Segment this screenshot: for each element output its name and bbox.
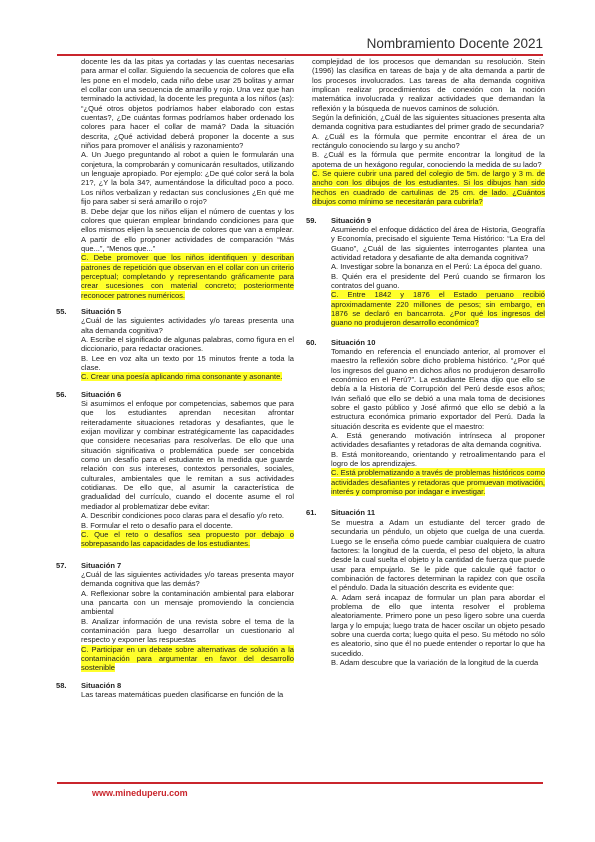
question-60 — [306, 337, 545, 497]
question-number: 55. — [56, 306, 67, 316]
highlighted-answer: C. Entre 1842 y 1876 el Estado peruano recibió aproximadamente 220 millones de pesos; sin embargo, en 1876 se declaró en bancarrota. ¿Por qué los ingresos del guano no produjeron desarrollo económico? — [331, 290, 545, 328]
question-title: Situación 10 — [331, 337, 376, 347]
highlighted-answer: C. Está problematizando a través de problemas históricos como actividades desafiantes y retadoras que promuevan motivación, interés y compromiso por indagar e investigar. — [331, 468, 545, 497]
question-title: Situación 9 — [331, 215, 372, 225]
option-a: A. ¿Cuál es la fórmula que permite encontrar el área de un rectángulo conociendo su largo y su ancho? — [312, 131, 545, 151]
option-a: A. Adam será incapaz de formular un plan para abordar el problema de ello que intenta resolver el problema aleatoriamente. Primero pone un peso ligero sobre una cuerda larga y lo empuja; luego trata de hacer oscilar un objeto pesado sobre una cuerda corta; luego quita el peso. Su método no sólo es aleatorio, sino que él no puede entender o reportar lo que ha sucedido. — [331, 592, 545, 658]
option-c — [331, 468, 545, 496]
question-number: 59. — [306, 215, 317, 225]
option-c — [81, 645, 294, 673]
header-divider — [57, 54, 543, 56]
right-column — [306, 57, 545, 667]
question-stem: Si asumimos el enfoque por competencias, sabemos que para que los estudiantes aprendan necesitan afrontar reiteradamente situaciones retadoras y desafiantes, que le exijan movilizar y combinar estratégicamente las capacidades que considere necesarias para resolverlas. De ello que una situación significativa o problemática puede ser concebida como un desafío para el estudiante en la medida que guarde relación con sus intereses, contextos personales, sociales, culturales, ambientales que le remitan a sus actividades cotidianas. De ello que, al asumir la característica de gradualidad del currículo, cuando el docente asume el rol mediador al problematizar debe evitar: — [81, 399, 294, 511]
highlighted-answer: C. Que el reto o desafíos sea propuesto por debajo o sobrepasando las capacidades de los estudiantes. — [81, 529, 294, 549]
highlighted-answer: C. Debe promover que los niños identifiquen y describan patrones de repetición que observan en el collar con un criterio perceptual; completando y representando gráficamente para crear sucesiones con material concreto; posteriormente reconocer patrones numéricos. — [81, 253, 294, 300]
option-b: B. Quién era el presidente del Perú cuando se firmaron los contratos del guano. — [331, 271, 545, 290]
question-59 — [306, 215, 545, 328]
question-title: Situación 11 — [331, 508, 376, 518]
question-58 — [56, 680, 294, 700]
question-57 — [56, 560, 294, 673]
option-c — [331, 290, 545, 327]
option-b: B. Adam descubre que la variación de la longitud de la cuerda — [331, 657, 539, 667]
option-c — [81, 372, 294, 381]
footer-divider — [57, 782, 543, 784]
question-56 — [56, 389, 294, 549]
option-a: A. Está generando motivación intrínseca al proponer actividades desafiantes y retadoras de alta demanda cognitiva. — [331, 431, 545, 450]
paragraph: Según la definición, ¿Cuál de las siguientes situaciones presenta alta demanda cognitiva para estudiantes del primer grado de secundaria? — [312, 113, 545, 132]
paragraph: complejidad de los procesos que demandan su resolución. Stein (1996) las clasifica en tareas de baja y de alta demanda a partir de los procesos involucrados. Las tareas de alta demanda cognitiva implican realizar procedimientos de conexión con la noción matemática involucrada y realizar actividades que demandan la reflexión y la búsqueda de nuevos caminos de solución. — [312, 57, 545, 113]
question-title: Situación 8 — [81, 680, 122, 690]
option-b: B. Debe dejar que los niños elijan el número de cuentas y los colores que quieran emplear brindando condiciones para que ellos mismos elijen la secuencia de colores que van a emplear. A partir de ello proponer actividades de comparación “Más que...”, “Menos que...” — [81, 206, 294, 253]
page-header-title: Nombramiento Docente 2021 — [366, 36, 543, 51]
option-c — [81, 530, 294, 549]
question-61 — [306, 508, 545, 667]
highlighted-answer: C. Se quiere cubrir una pared del colegio de 5m. de largo y 3 m. de ancho con los dibujos de los estudiantes. Si los dibujos han sido hechos en cuadrado de cartulinas de 25 cm. de lado. ¿Cuántos dibujos como mínimo se necesitarán para cubrirla? — [312, 169, 545, 207]
question-title: Situación 6 — [81, 389, 122, 399]
option-b: B. Formular el reto o desafío para el docente. — [81, 520, 233, 530]
question-stem: Las tareas matemáticas pueden clasificarse en función de la — [81, 690, 284, 699]
option-b: B. ¿Cuál es la fórmula que permite encontrar la longitud de la apotema de un hexágono regular, conociendo la medida de su lado? — [312, 150, 545, 169]
question-number: 58. — [56, 680, 67, 690]
highlighted-answer: C. Crear una poesía aplicando rima consonante y asonante. — [81, 372, 283, 382]
option-c — [312, 169, 545, 206]
option-a: A. Describir condiciones poco claras para el desafío y/o reto. — [81, 511, 285, 521]
option-a: A. Un Juego preguntando al robot a quien le formularán una conjetura, la comprobarán y comunicarán resultados, utilizando un lenguaje apropiado. Por ejemplo: ¿De qué color será la bola 21?, ¿Y la bola 34?, aumentándose la dificultad poco a poco. Los niños verbalizan y redactan sus conclusiones ¿En qué me fijo para saber si será amarillo o rojo? — [81, 150, 294, 207]
option-b: B. Lee en voz alta un texto por 15 minutos frente a toda la clase. — [81, 353, 294, 372]
highlighted-answer: C. Participar en un debate sobre alternativas de solución a la contaminación para argumentar en favor del desarrollo sostenible — [81, 644, 294, 673]
option-a: A. Escribe el significado de algunas palabras, como figura en el diccionario, para redactar oraciones. — [81, 334, 294, 354]
question-stem: Asumiendo el enfoque didáctico del área de Historia, Geografía y Economía, precisado el siguiente Tema Histórico: “La Era del Guano”, ¿Cuál de las siguientes interrogantes plantea una actividad retadora y desafiante de alta demanda cognitiva? — [331, 224, 545, 262]
left-column — [56, 57, 294, 699]
option-c — [62, 253, 294, 300]
footer-url-link[interactable]: www.mineduperu.com — [92, 788, 188, 798]
question-number: 61. — [306, 508, 317, 518]
paragraph: docente les da las pitas ya cortadas y las cuentas necesarias para armar el collar. Siguiendo la secuencia de colores que ella les pone en el modelo, cada niño debe usar 25 bolitas y armar el collar con una secuencia de amarillo y rojo. Una vez que han terminado la actividad, la docente les pregunta a los niños (as): “¿Qué otros objetos podríamos haber elaborado con estas cuentas?, ¿De cuántas formas podríamos haber ordenado los colores para hacer el collar de mamá? Dada la situación descrita, ¿Qué actividad deberá proponer la docente a sus niños para promover el análisis y razonamiento? — [81, 57, 294, 151]
question-number: 56. — [56, 389, 67, 399]
question-stem: Tomando en referencia el enunciado anterior, al promover el maestro la reflexión sobre dicho problema histórico. “¿Por qué los ingresos del guano en dichos años no produjeron desarrollo económico en el Perú?”. La estudiante Elena dijo que ello se debía a la Historia de Corrupción del Perú desde esos años; Iván señaló que ello se debió a una mala toma de decisiones sobre el gasto público y José afirmó que ello se debió a la estructura económica primario exportador del Perú. Dada la situación descrita es evidente que el maestro: — [331, 346, 545, 431]
question-number: 57. — [56, 560, 67, 570]
option-b: B. Analizar información de una revista sobre el tema de la contaminación para luego desarrollar un cuestionario al respecto y exponer las respuestas — [81, 616, 294, 645]
question-number: 60. — [306, 337, 317, 347]
question-stem: ¿Cuál de las siguientes actividades y/o tareas presenta una alta demanda cognitiva? — [81, 316, 294, 335]
question-55 — [56, 306, 294, 382]
question-title: Situación 7 — [81, 560, 122, 570]
question-stem: ¿Cuál de las siguientes actividades y/o tareas presenta mayor demanda cognitiva que las demás? — [81, 569, 294, 589]
option-b: B. Está monitoreando, orientando y retroalimentando para el logro de los aprendizajes. — [331, 449, 545, 469]
option-a: A. Reflexionar sobre la contaminación ambiental para elaborar una pancarta con un mensaje promoviendo la conciencia ambiental — [81, 588, 294, 617]
option-a: A. Investigar sobre la bonanza en el Perú: La época del guano. — [331, 262, 543, 272]
question-title: Situación 5 — [81, 306, 122, 316]
question-stem: Se muestra a Adam un estudiante del tercer grado de secundaria un péndulo, un objeto que cuelga de una cuerda. Luego se le enseña cómo puede cambiar cualquiera de cuatro factores: la longitud de la cuerda, el peso del objeto, la altura desde la cual suelta el objeto y la cantidad de fuerza que puede usar para empujarlo. Se le pide que calcule qué factor o combinación de factores determinan la rapidez con que oscila el péndulo. Dada la situación descrita es evidente que: — [331, 517, 545, 593]
